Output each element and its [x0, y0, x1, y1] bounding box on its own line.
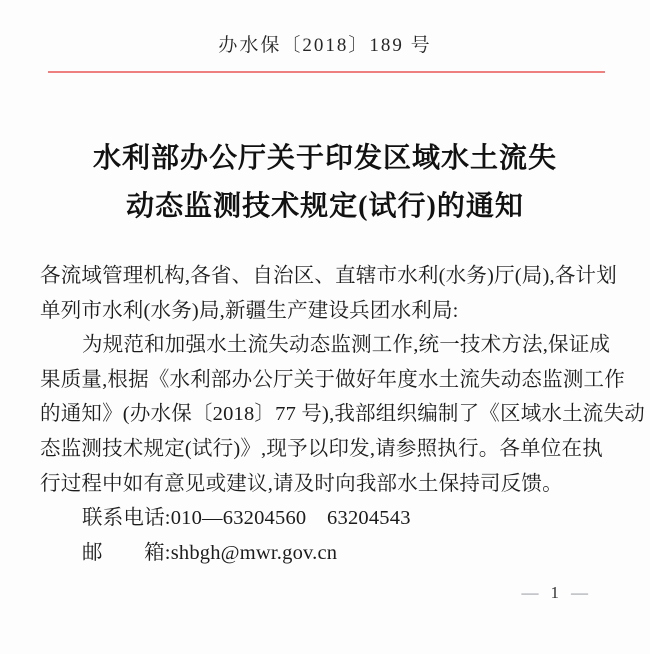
salutation-line-2: 单列市水利(水务)局,新疆生产建设兵团水利局: — [40, 299, 459, 322]
salutation-line-1: 各流域管理机构,各省、自治区、直辖市水利(水务)厅(局),各计划 — [40, 265, 617, 287]
paragraph-line-5: 行过程中如有意见或建议,请及时向我部水土保持司反馈。 — [40, 472, 563, 495]
document-body — [0, 259, 650, 570]
paragraph-line-2: 果质量,根据《水利部办公厅关于做好年度水土流失动态监测工作 — [40, 368, 625, 391]
paragraph-line-3: 的通知》(办水保〔2018〕77 号),我部组织编制了《区域水土流失动 — [40, 403, 645, 426]
document-title — [0, 135, 650, 231]
red-divider-line — [48, 71, 605, 73]
contact-email-line: 邮 箱:shbgh@mwr.gov.cn — [82, 541, 338, 564]
contact-phone-line: 联系电话:010—63204560 63204543 — [82, 507, 411, 530]
page-number-dash-right: — — [571, 583, 588, 602]
paragraph-line-1: 为规范和加强水土流失动态监测工作,统一技术方法,保证成 — [82, 334, 611, 357]
paragraph-line-4: 态监测技术规定(试行)》,现予以印发,请参照执行。各单位在执 — [40, 437, 603, 460]
document-reference-number: 办水保〔2018〕189 号 — [218, 35, 432, 56]
document-title-line-2: 动态监测技术规定(试行)的通知 — [126, 191, 524, 222]
page-number-value: 1 — [550, 583, 559, 602]
page-number — [522, 583, 589, 603]
document-title-line-1: 水利部办公厅关于印发区域水土流失 — [92, 143, 557, 174]
page-number-dash-left: — — [521, 583, 539, 602]
